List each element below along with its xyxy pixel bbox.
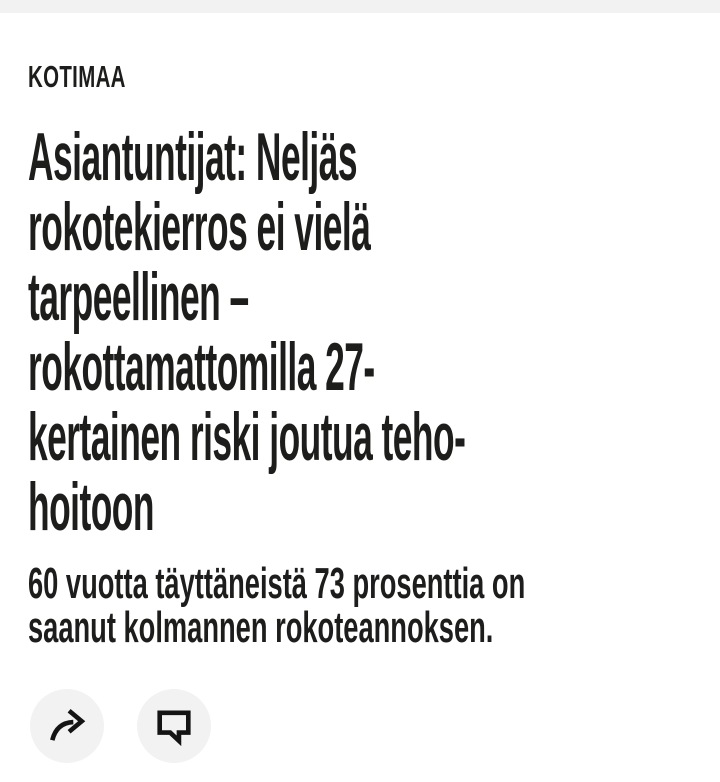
headline-line: Asiantuntijat: Neljäs: [28, 119, 357, 195]
category-label[interactable]: KOTIMAA: [28, 59, 126, 94]
lead-line: saanut kolmannen rokoteannoksen.: [28, 603, 494, 652]
share-arrow-icon: [46, 705, 88, 747]
article-headline: [28, 119, 704, 545]
headline-line: tarpeellinen –: [28, 259, 249, 335]
article-lead: [28, 559, 710, 652]
status-bar: [0, 0, 720, 13]
headline-line: kertainen riski joutua teho-: [28, 399, 466, 475]
headline-line: rokottamattomilla 27-: [28, 329, 375, 405]
headline-line: rokotekierros ei vielä: [28, 189, 371, 265]
lead-line: 60 vuotta täyttäneistä 73 prosenttia on: [28, 559, 526, 608]
headline-line: hoitoon: [28, 469, 154, 545]
comments-button[interactable]: [137, 689, 211, 763]
share-button[interactable]: [30, 689, 104, 763]
article-header: [0, 58, 720, 763]
speech-bubble-icon: [152, 704, 196, 748]
article-actions: [30, 689, 700, 763]
